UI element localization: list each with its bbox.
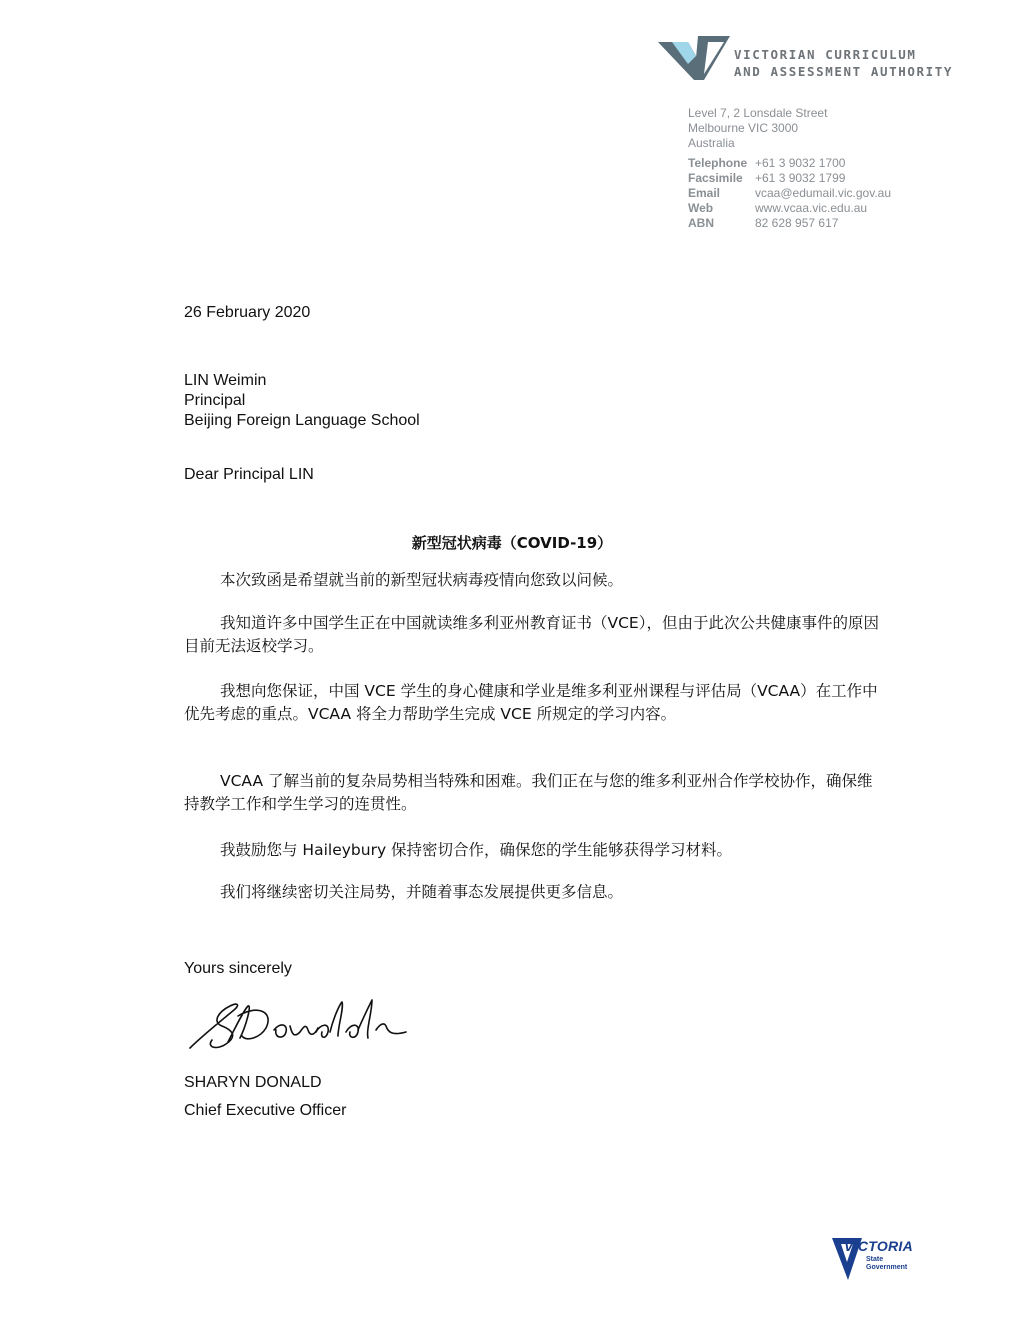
recipient-name: LIN Weimin (184, 372, 267, 389)
contact-row-email (688, 186, 891, 201)
vcaa-logo (658, 36, 954, 88)
contact-value: www.vcaa.vic.edu.au (755, 201, 868, 215)
vcaa-logo-mark-icon (658, 36, 730, 82)
body-paragraph: VCAA 了解当前的复杂局势相当特殊和困难。我们正在与您的维多利亚州合作学校协作，确保维持教学工作和学生学习的连贯性。 (184, 772, 873, 813)
victoria-sub-line-1: State (866, 1256, 884, 1263)
vcaa-logo-text (734, 46, 953, 80)
org-contacts (688, 156, 891, 231)
signature-icon (182, 996, 432, 1056)
contact-label: Telephone (688, 156, 748, 170)
contact-label: ABN (688, 216, 714, 230)
contact-row-facsimile (688, 171, 891, 186)
closing: Yours sincerely (184, 960, 292, 977)
address-line: Level 7, 2 Lonsdale Street (688, 106, 828, 120)
body-paragraph: 我想向您保证，中国 VCE 学生的身心健康和学业是维多利亚州课程与评估局（VCAA）在工作中优先考虑的重点。VCAA 将全力帮助学生完成 VCE 所规定的学习内容。 (184, 682, 878, 723)
recipient-block (184, 371, 420, 431)
body-paragraph: 我鼓励您与 Haileybury 保持密切合作，确保您的学生能够获得学习材料。 (220, 841, 733, 859)
signer-name: SHARYN DONALD (184, 1074, 322, 1091)
signature (182, 996, 432, 1061)
recipient-school: Beijing Foreign Language School (184, 412, 420, 429)
letter-date: 26 February 2020 (184, 304, 311, 321)
contact-value: +61 3 9032 1799 (755, 171, 846, 185)
contact-row-telephone (688, 156, 891, 171)
contact-label: Web (688, 201, 714, 215)
recipient-title: Principal (184, 392, 246, 409)
body-paragraph: 本次致函是希望就当前的新型冠状病毒疫情向您致以问候。 (220, 571, 624, 589)
address-line: Australia (688, 136, 735, 150)
victoria-subtext (866, 1256, 907, 1271)
logo-line-2: AND ASSESSMENT AUTHORITY (734, 64, 954, 79)
address-line: Melbourne VIC 3000 (688, 121, 799, 135)
victoria-wordmark: VICTORIA (844, 1238, 914, 1254)
body-paragraph: 我们将继续密切关注局势，并随着事态发展提供更多信息。 (220, 883, 624, 901)
signer-block (184, 1069, 346, 1125)
logo-line-1: VICTORIAN CURRICULUM (734, 47, 917, 62)
body-paragraph: 我知道许多中国学生正在中国就读维多利亚州教育证书（VCE），但由于此次公共健康事件的原因目前无法返校学习。 (184, 614, 879, 655)
contact-value: +61 3 9032 1700 (755, 156, 846, 170)
letter-subject: 新型冠状病毒（COVID-19） (411, 534, 613, 552)
victoria-government-logo (832, 1236, 922, 1284)
signer-title: Chief Executive Officer (184, 1102, 347, 1119)
contact-value: 82 628 957 617 (755, 216, 839, 230)
salutation: Dear Principal LIN (184, 466, 314, 483)
victoria-sub-line-2: Government (866, 1263, 908, 1271)
contact-label: Email (688, 186, 721, 200)
contact-row-abn (688, 216, 891, 231)
contact-label: Facsimile (688, 171, 743, 185)
contact-row-web (688, 201, 891, 216)
org-address (688, 106, 827, 151)
contact-value: vcaa@edumail.vic.gov.au (755, 186, 892, 200)
